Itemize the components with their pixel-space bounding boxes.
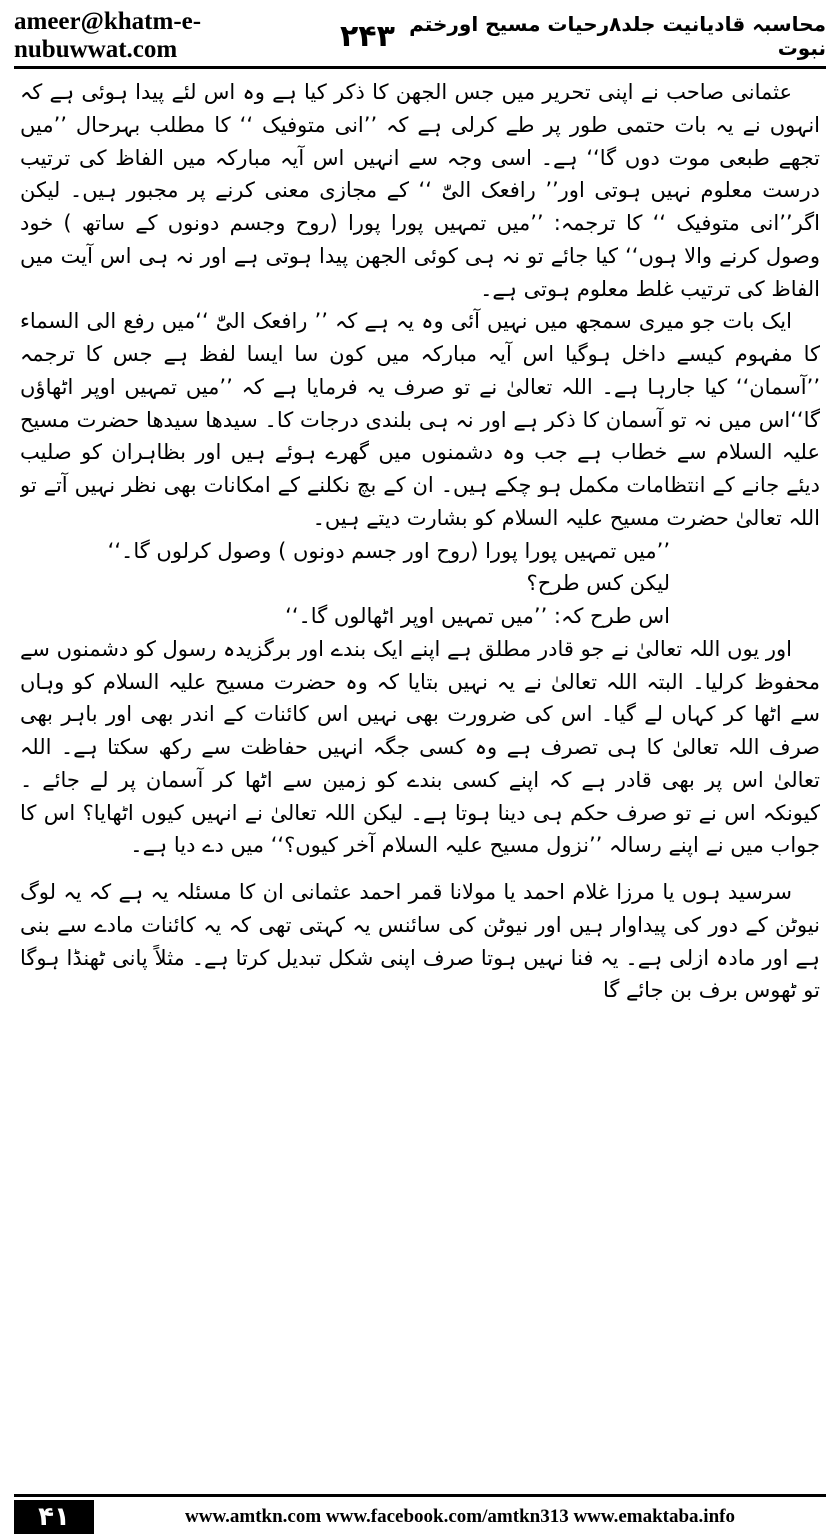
header-rule [14,66,826,69]
paragraph-4: سرسید ہوں یا مرزا غلام احمد یا مولانا قمر احمد عثمانی ان کا مسئلہ یہ ہے کہ یہ لوگ نیوٹن کے دور کی پیداوار ہیں اور نیوٹن کی سائنس یہ کہتی تھی کہ یہ کائنات مادے سے بنی ہے اور مادہ ازلی ہے۔ یہ فنا نہیں ہوتا صرف اپنی شکل تبدیل کرتا ہے۔ مثلاً پانی ٹھنڈا ہوگا تو ٹھوس برف بن جائے گا [20,880,820,1003]
quote-line-2: لیکن کس طرح؟ [526,571,670,596]
page-body [20,76,820,1486]
header-left [14,8,395,64]
header-page-number: ۲۴۳ [339,18,395,54]
quote-line-3: اس طرح کہ: ’’میں تمہیں اوپر اٹھالوں گا۔‘‘ [285,604,670,628]
header-book-title: محاسبہ قادیانیت جلد۸رحیات مسیح اورختم نبوت [409,12,826,60]
paragraph-3: اور یوں اللہ تعالیٰ نے جو قادر مطلق ہے اپنے ایک بندے اور برگزیدہ رسول کو دشمنوں سے محفوظ کرلیا۔ البتہ اللہ تعالیٰ نے یہ نہیں بتایا کہ وہ حضرت مسیح علیہ السلام کو وہاں سے اٹھا کر کہاں لے گیا۔ اس کی ضرورت بھی نہیں اس کائنات کے اندر بھی اور باہر بھی صرف اللہ تعالیٰ کا ہی تصرف ہے وہ کسی جگہ انہیں حفاظت سے رکھ سکتا ہے۔ اللہ تعالیٰ اس پر بھی قادر ہے کہ اپنے کسی بندے کو زمین سے اٹھا کر آسمان پر لے جائے ۔ کیونکہ اس نے تو صرف حکم ہی دینا ہوتا ہے۔ لیکن اللہ تعالیٰ نے انہیں کیوں اٹھایا؟ اس کا جواب میں نے اپنے رسالہ ’’نزول مسیح علیہ السلام آخر کیوں؟‘‘ میں دے دیا ہے۔ [20,636,820,858]
quote-line-1: ’’میں تمہیں پورا پورا (روح اور جسم دونوں ) وصول کرلوں گا۔‘‘ [107,538,670,563]
paragraph-2: ایک بات جو میری سمجھ میں نہیں آئی وہ یہ ہے کہ ’’ رافعک الیّٰ ‘‘میں رفع الی السماء کا مفہوم کیسے داخل ہوگیا اس آیہ مبارکہ میں کون سا ایسا لفظ ہے جس کا ترجمہ ’’آسمان‘‘ کیا جارہا ہے۔ اللہ تعالیٰ نے تو صرف یہ فرمایا ہے کہ ’’میں تمہیں اوپر اٹھاؤں گا‘‘اس میں نہ تو آسمان کا ذکر ہے اور نہ ہی بلندی درجات کا۔ سیدھا سیدھا حضرت مسیح علیہ السلام سے خطاب ہے جب وہ دشمنوں میں گھرے ہوئے ہیں اور بظاہران کو صلیب دیئے جانے کے انتظامات مکمل ہو چکے ہیں۔ ان کے بچ نکلنے کے امکانات بھی نظر نہیں آتے تو اللہ تعالیٰ حضرت مسیح علیہ السلام کو بشارت دیتے ہیں۔ [20,309,820,530]
footer-rule [14,1494,826,1497]
header-email: ameer@khatm-e-nubuwwat.com [14,8,202,63]
paragraph-1: عثمانی صاحب نے اپنی تحریر میں جس الجھن کا ذکر کیا ہے وہ اس لئے پیدا ہوئی ہے کہ انہوں نے یہ بات حتمی طور پر طے کرلی ہے کہ ’’انی متوفیک ‘‘ کا مطلب بہرحال ’’میں تجھے طبعی موت دوں گا‘‘ ہے۔ اسی وجہ سے انہیں اس آیہ مبارکہ میں الفاظ کی ترتیب درست معلوم نہیں ہوتی اور’’ رافعک الیّٰ ‘‘ کے مجازی معنی کرنے پر مجبور ہیں۔ لیکن اگر’’انی متوفیک ‘‘ کا ترجمہ: ’’میں تمہیں پورا پورا (روح وجسم دونوں کے ساتھ ) خود وصول کرنے والا ہوں‘‘ کیا جائے تو نہ ہی کوئی الجھن پیدا ہوتی ہے اور نہ ہی اس آیت میں الفاظ کی ترتیب غلط معلوم ہوتی ہے۔ [20,80,820,301]
footer-folio: ۴۱ [14,1500,94,1534]
page-footer [14,1500,826,1534]
page-header [14,8,826,63]
footer-links: www.amtkn.com www.facebook.com/amtkn313 www.emaktaba.info [185,1506,735,1527]
